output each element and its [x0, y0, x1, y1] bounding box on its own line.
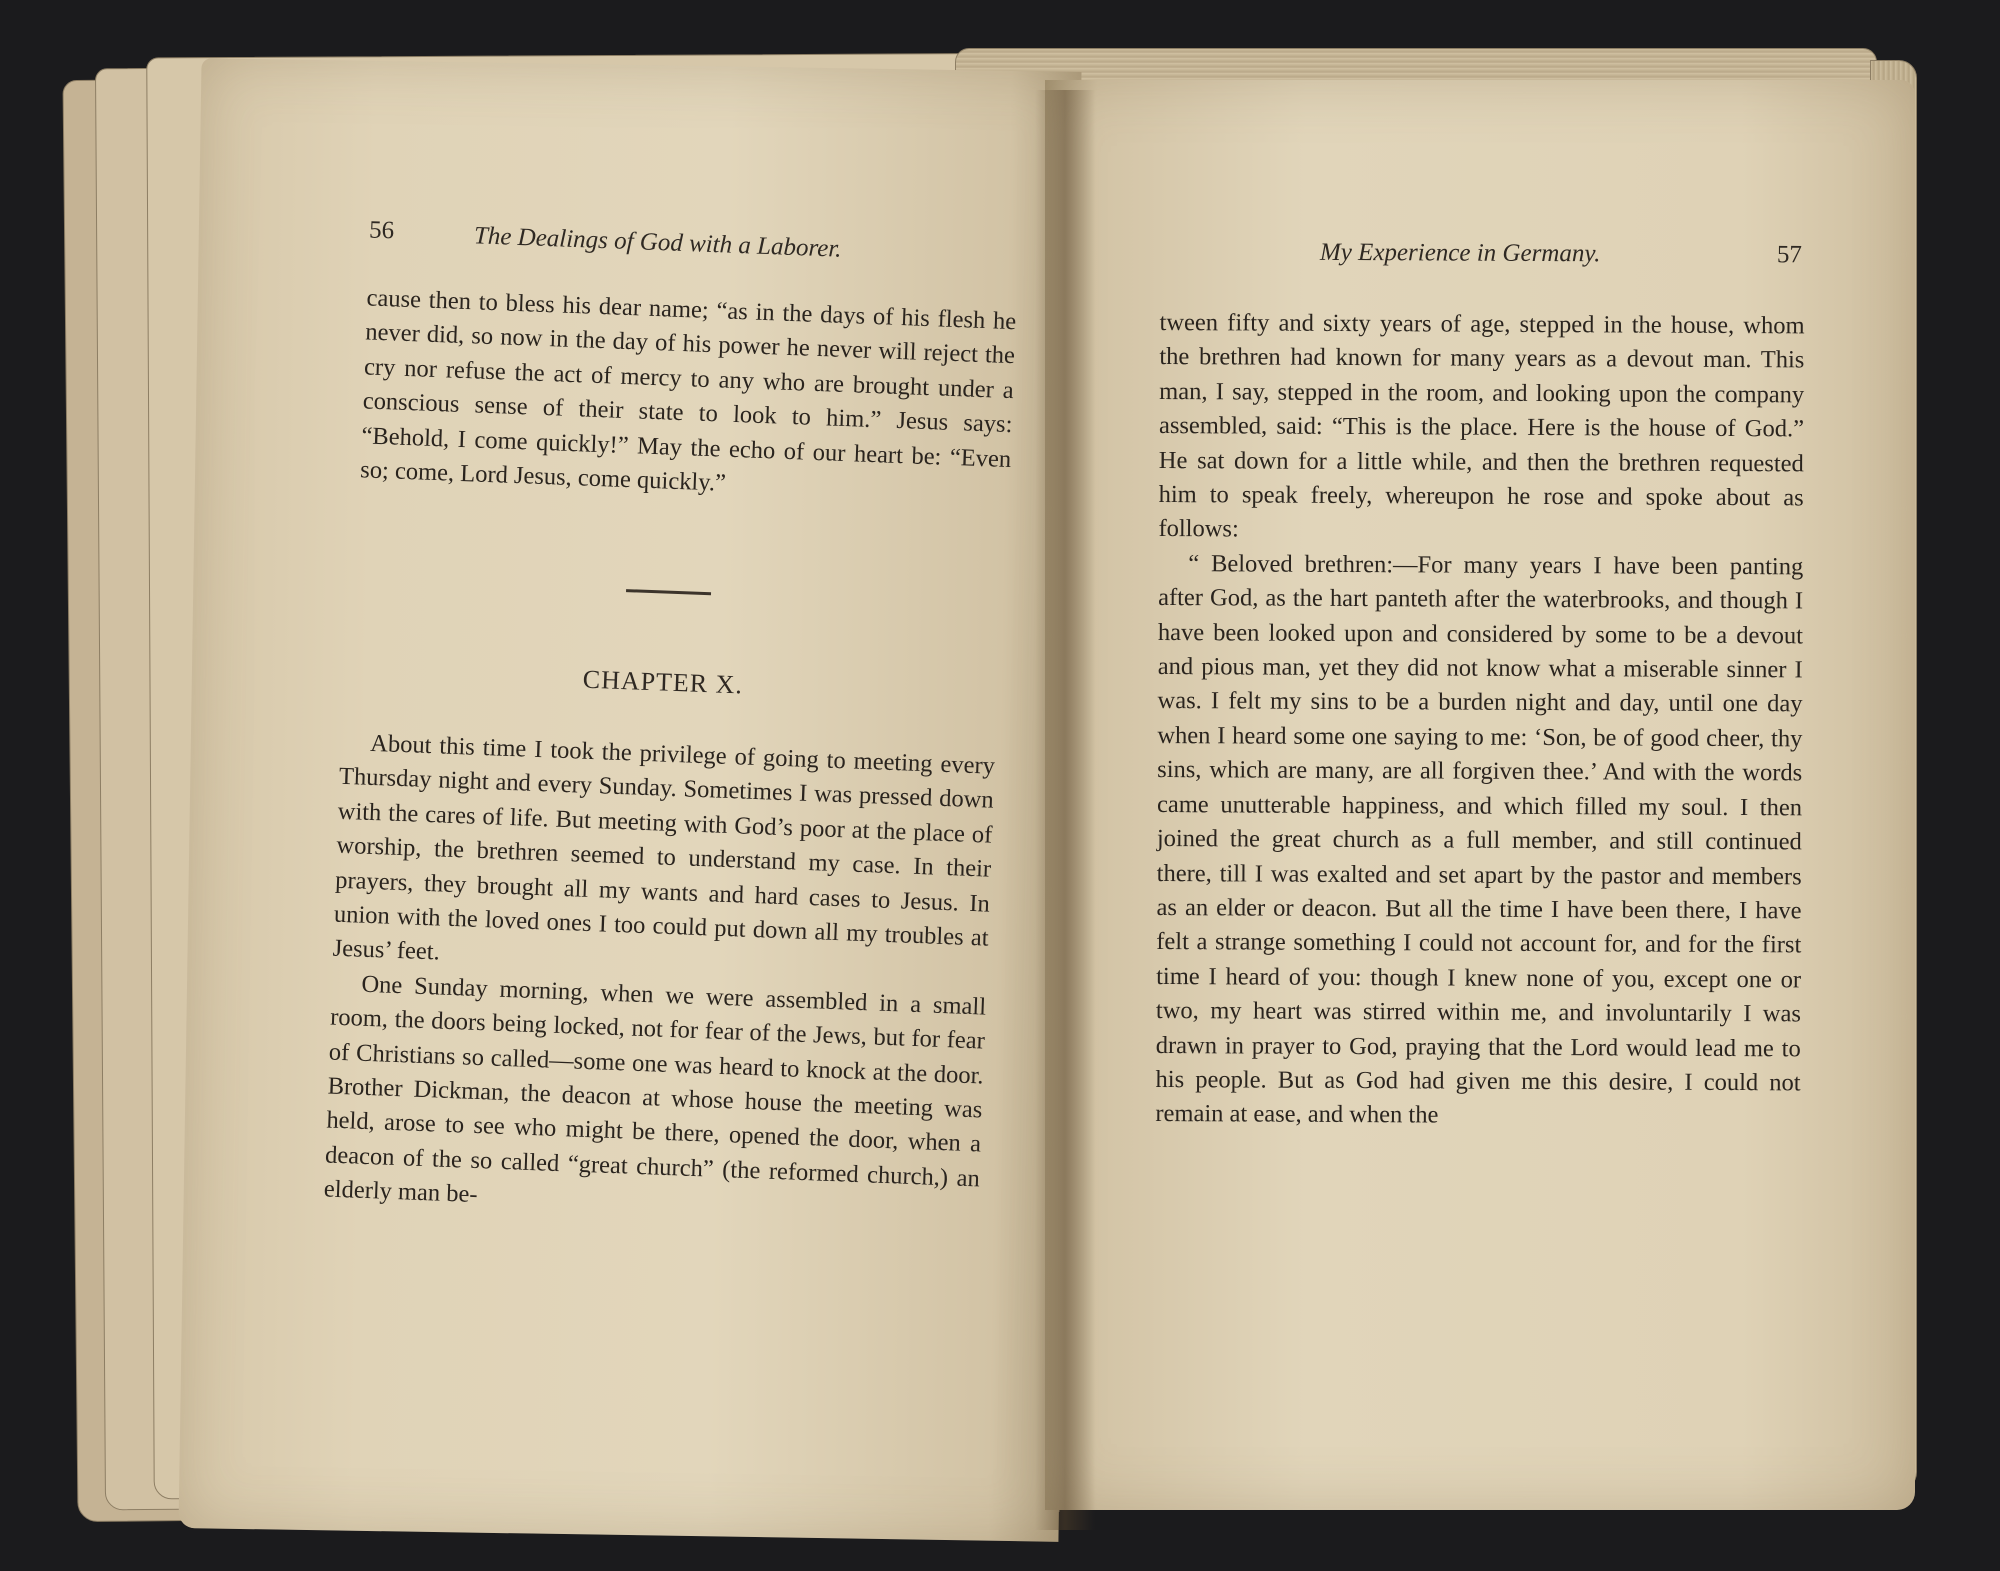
- left-running-head: The Dealings of God with a Laborer.: [473, 222, 843, 263]
- right-page-content: [1154, 238, 1810, 1341]
- left-continuation-paragraph: cause then to bless his dear name; “as in the days of his flesh he never did, so now in the day of his power he never will reject the cry nor refuse the act of mercy to any who are brought under a conscious sense of their state to look to him.” Jesus says: “Behold, I come quickly!” May the echo of our heart be: “Even so; come, Lord Jesus, come quickly.”: [359, 284, 1017, 497]
- left-paragraph-2: One Sunday morning, when we were assembled in a small room, the doors being locked, not for fear of the Jews, but for fear of Christians so called—some one was heard to knock at the door. Brother Dickman, the deacon at whose house the meeting was held, arose to see who might be there, opened the door, when a deacon of the so called “great church” (the reformed church,) an elderly man be-: [323, 970, 987, 1209]
- chapter-rule: [626, 589, 711, 595]
- right-folio: 57: [1776, 241, 1802, 269]
- right-paragraph-1: tween fifty and sixty years of age, stepped in the house, whom the brethren had known for many years as a devout man. This man, I say, stepped in the room, and looking upon the company assembled, said: “This is the place. Here is the house of God.” He sat down for a little while, and then the brethren requested him to speak freely, whereupon he rose and spoke about as follows:: [1158, 308, 1805, 543]
- left-folio: 56: [368, 216, 395, 245]
- left-chapter-text: [323, 726, 995, 1231]
- right-text: [1155, 306, 1804, 1135]
- left-page-content: [288, 205, 1029, 1370]
- left-continuation-text: [360, 281, 1017, 511]
- right-paragraph-2: “ Beloved brethren:—For many years I have been panting after God, as the hart panteth after the waterbrooks, and though I have been looked upon and considered by some to be a devout and pious man, yet they did not know what a miserable sinner I was. I felt my sins to be a burden night and day, until one day when I heard some one saying to me: ‘Son, be of good cheer, thy sins, which are many, are all forgiven thee.’ And with the words came unutterable happiness, and which filled my soul. I then joined the great church as a full member, and still continued there, till I was exalted and set apart by the pastor and members as an elder or deacon. But all the time I have been there, I have felt a strange something I could not account for, and for the first time I heard of you: though I knew none of you, except one or two, my heart was stirred within me, and involuntarily I was drawn in prayer to God, praying that the Lord would lead me to his people. But as God had given me this desire, I could not remain at ease, and when the: [1155, 549, 1804, 1129]
- right-running-head: My Experience in Germany.: [1319, 238, 1601, 268]
- left-paragraph-1: About this time I took the privilege of going to meeting every Thursday night and every Sunday. Sometimes I was pressed down with the cares of life. But meeting with God’s poor at the place of worship, the brethren seemed to understand my case. In their prayers, they brought all my wants and hard cases to Jesus. In union with the loved ones I too could put down all my troubles at Jesus’ feet.: [332, 729, 996, 966]
- book-gutter: [1035, 90, 1095, 1530]
- chapter-heading: CHAPTER X.: [582, 664, 744, 700]
